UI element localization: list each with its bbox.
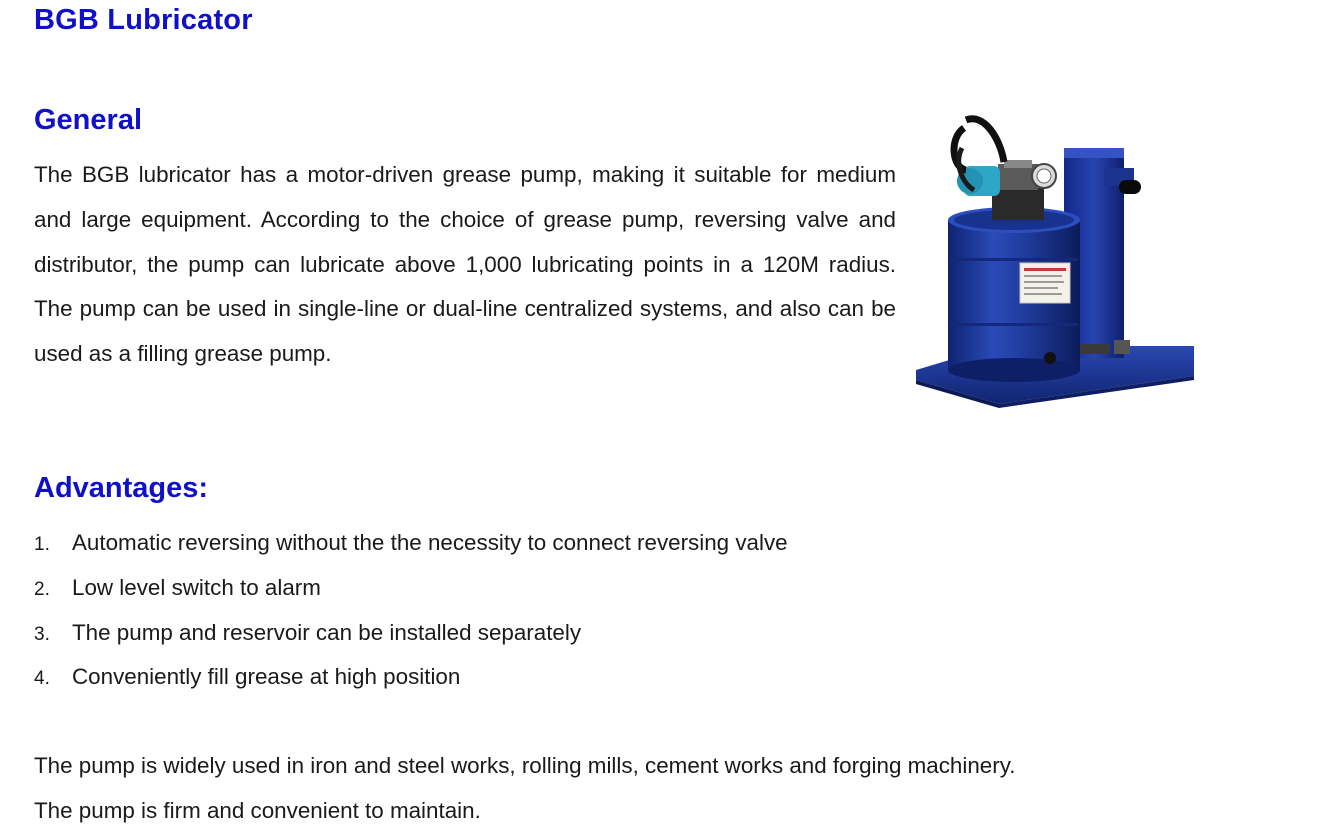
advantage-item <box>34 655 934 700</box>
advantage-text: Low level switch to alarm <box>72 574 321 600</box>
lubricator-pump-illustration <box>904 108 1204 418</box>
product-image <box>904 108 1204 418</box>
advantages-list <box>34 521 934 700</box>
advantage-text: The pump and reservoir can be installed separately <box>72 619 582 645</box>
page-title: BGB Lubricator <box>34 4 253 36</box>
list-number: 1. <box>34 534 50 555</box>
list-number: 2. <box>34 578 50 600</box>
advantage-item <box>34 521 934 566</box>
advantage-text: Conveniently fill grease at high position <box>72 664 461 690</box>
list-number: 4. <box>34 668 50 690</box>
general-heading: General <box>34 104 142 136</box>
general-paragraph: The BGB lubricator has a motor-driven grease pump, making it suitable for medium and large equipment. According to the choice of grease pump, reversing valve and distributor, the pump can lubricate above 1,000 lubricating points in a 120M radius. The pump can be used in single-line or dual-line centralized systems, and also can be used as a filling grease pump. <box>34 162 896 367</box>
closing-paragraph <box>34 744 1234 834</box>
advantages-heading: Advantages: <box>34 472 209 504</box>
advantage-item <box>34 611 934 656</box>
list-number: 3. <box>34 623 50 645</box>
closing-line-maintenance: The pump is firm and convenient to maintain. <box>34 797 481 823</box>
advantage-item <box>34 566 934 611</box>
advantage-text: Automatic reversing without the the necessity to connect reversing valve <box>72 530 788 555</box>
closing-line-usage: The pump is widely used in iron and steel works, rolling mills, cement works and forging machinery. <box>34 753 1016 778</box>
